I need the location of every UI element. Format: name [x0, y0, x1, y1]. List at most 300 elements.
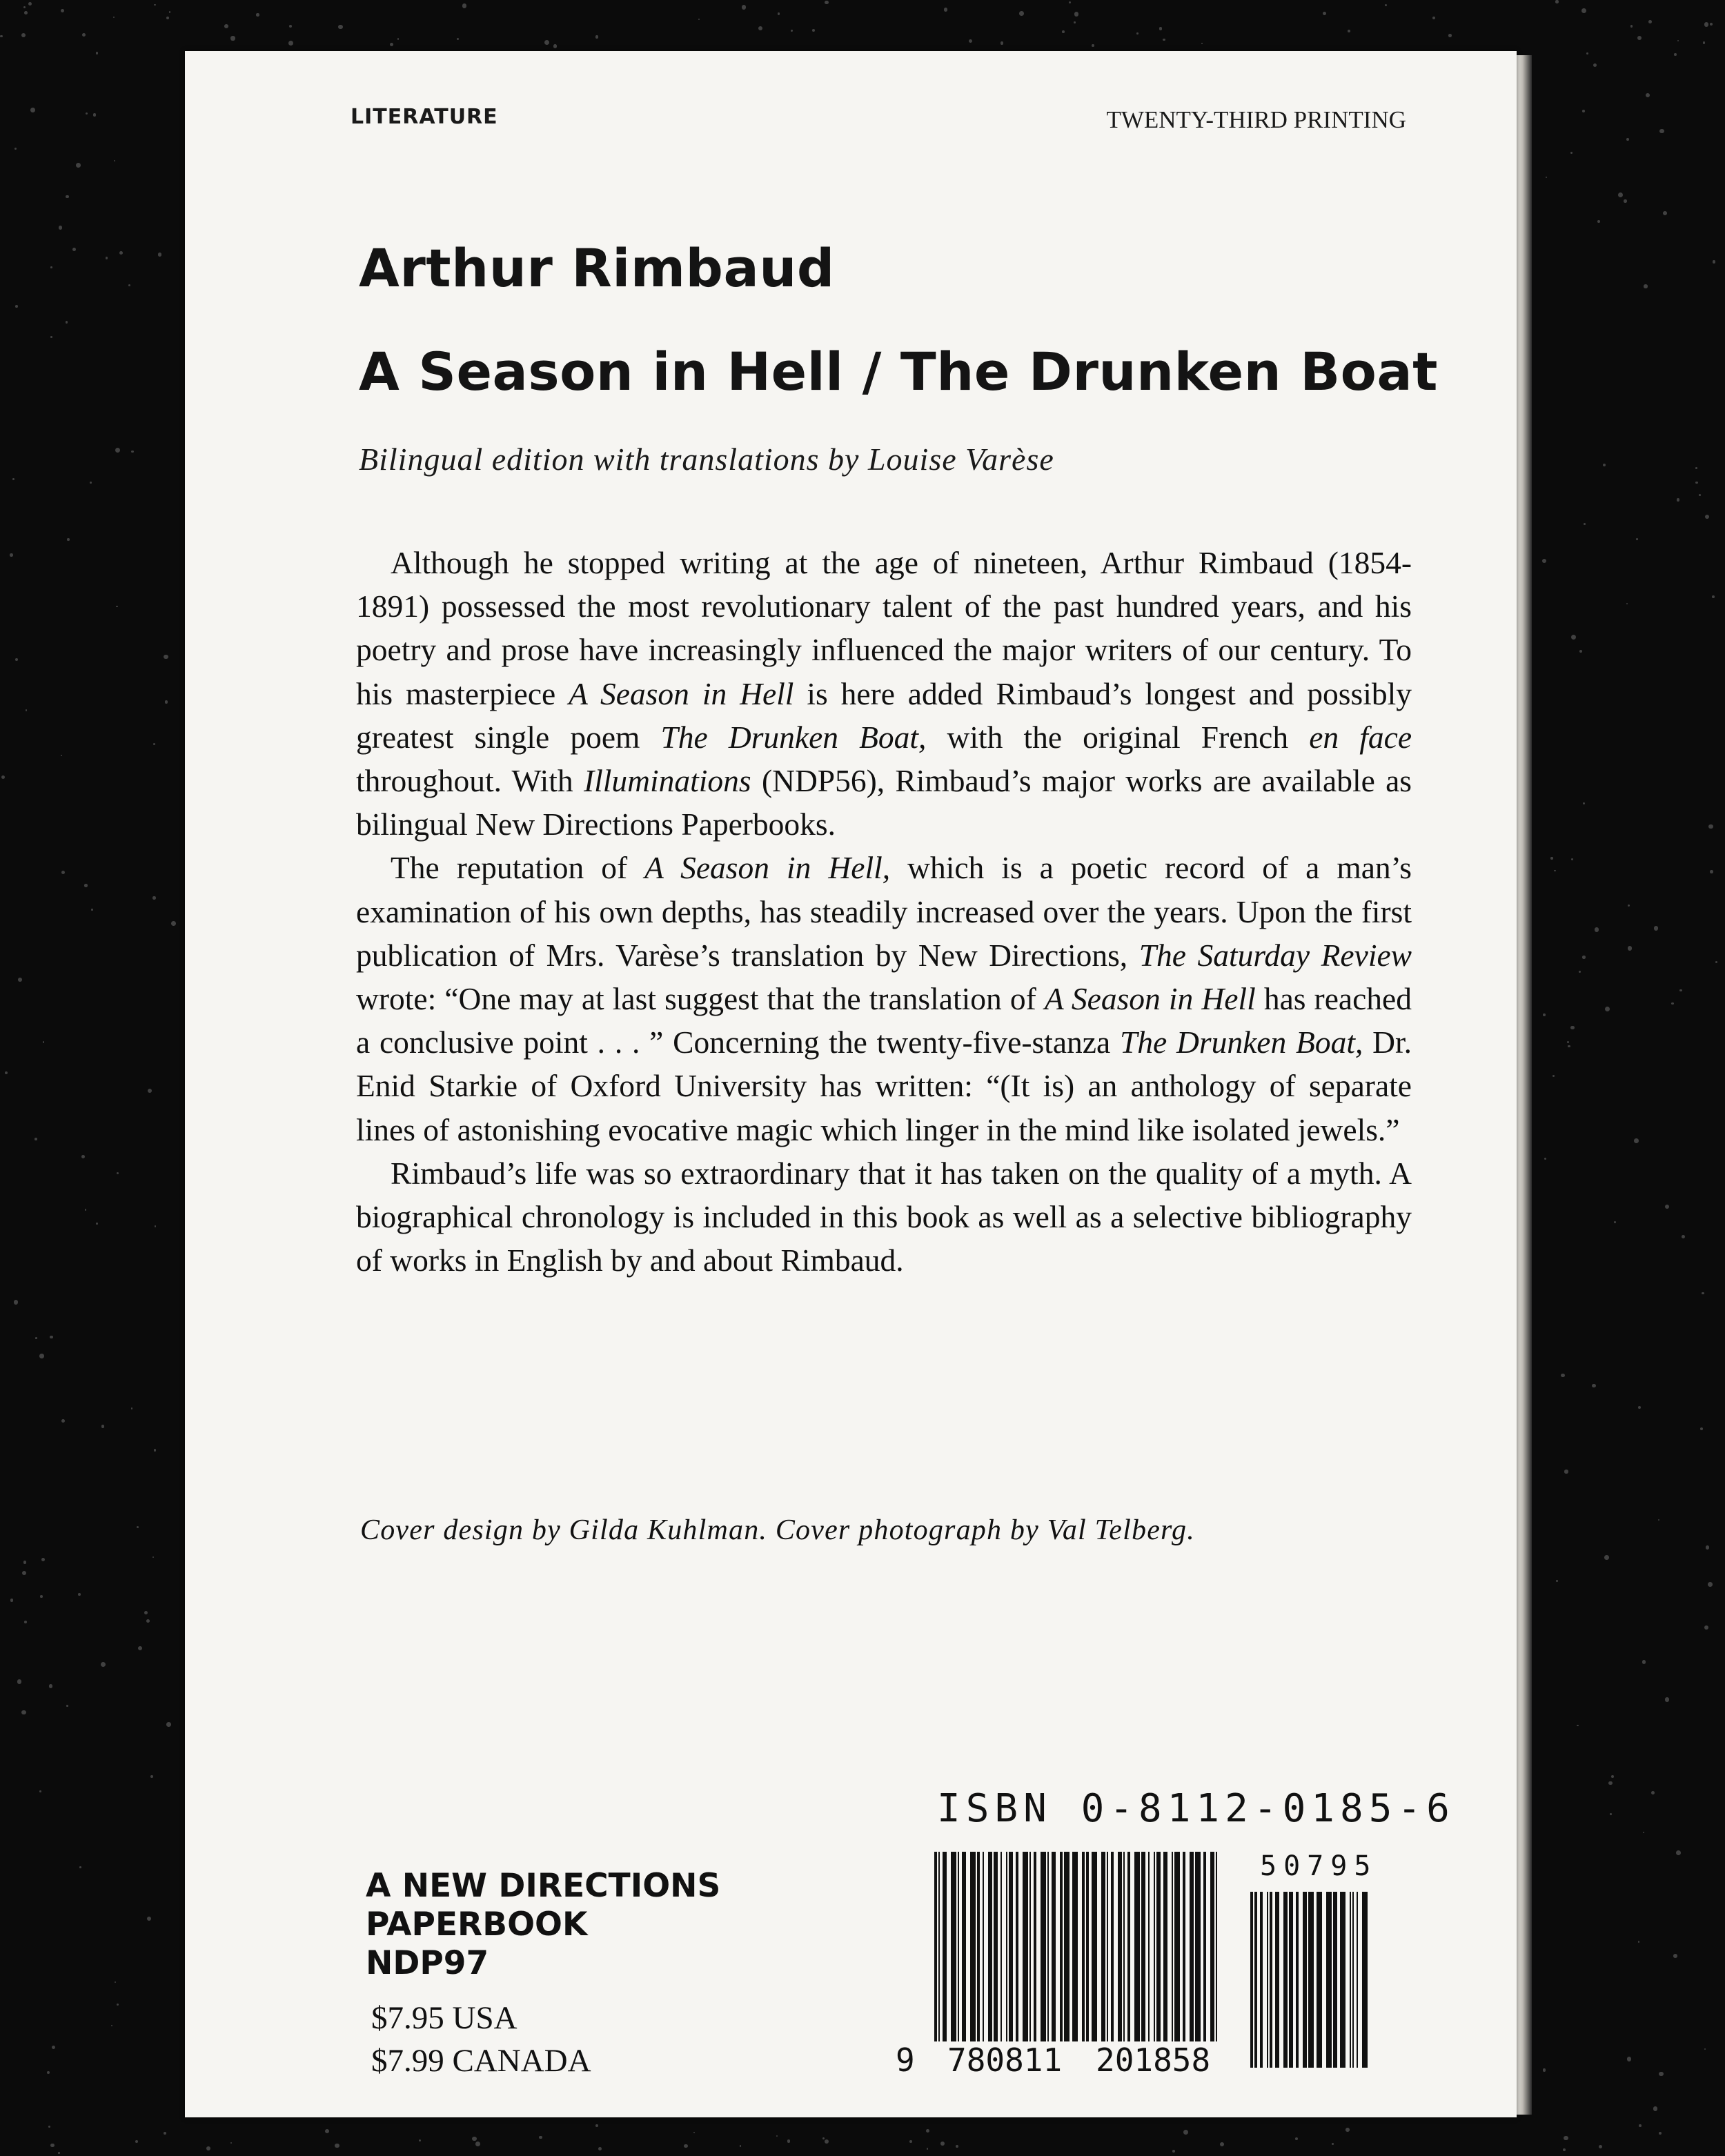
texture-speck — [1567, 1041, 1570, 1044]
barcode-bar — [1357, 1892, 1358, 2068]
texture-speck — [1069, 1, 1071, 3]
texture-speck — [1699, 494, 1701, 496]
texture-speck — [1586, 52, 1588, 55]
description-paragraph: Rimbaud’s life was so extraordinary that it has taken on the quality of a myth. A biographical chronology is included in this book as well as a selective bibliography of works in English by and about Rimbaud. — [356, 1155, 1412, 1278]
texture-speck — [969, 39, 973, 43]
italic-title: A Season in Hell — [1044, 981, 1256, 1017]
texture-speck — [61, 871, 65, 874]
texture-speck — [1614, 1221, 1616, 1223]
texture-speck — [50, 1336, 53, 1339]
italic-title: The Saturday Review — [1138, 937, 1412, 973]
texture-speck — [1582, 956, 1586, 959]
texture-speck — [758, 26, 763, 31]
texture-speck — [1163, 39, 1165, 41]
texture-speck — [740, 2145, 741, 2146]
texture-speck — [1677, 40, 1679, 41]
texture-speck — [1595, 927, 1599, 932]
texture-speck — [113, 17, 115, 18]
texture-speck — [18, 978, 22, 982]
barcode-bar — [1203, 1852, 1206, 2041]
texture-speck — [1702, 1292, 1704, 1295]
texture-speck — [1682, 1235, 1685, 1238]
texture-speck — [50, 266, 52, 268]
texture-speck — [1695, 467, 1697, 469]
texture-speck — [1663, 211, 1667, 215]
barcode-bar — [1183, 1852, 1185, 2041]
texture-speck — [206, 2146, 210, 2150]
series-number: NDP97 — [366, 1944, 489, 1982]
texture-speck — [101, 1662, 106, 1667]
texture-speck — [1604, 1555, 1609, 1560]
texture-speck — [1610, 1813, 1611, 1814]
texture-speck — [165, 700, 168, 703]
barcode-bar — [1190, 1852, 1194, 2041]
texture-speck — [230, 2142, 232, 2144]
texture-speck — [1637, 36, 1642, 40]
texture-speck — [1643, 1832, 1644, 1833]
texture-speck — [147, 1917, 151, 1921]
texture-speck — [927, 2148, 929, 2150]
texture-speck — [1626, 138, 1629, 141]
barcode-bar — [1092, 1852, 1097, 2041]
texture-speck — [152, 896, 155, 899]
barcode-bar — [994, 1852, 998, 2041]
barcode-bar — [1064, 1852, 1070, 2041]
texture-speck — [1712, 595, 1715, 598]
texture-speck — [58, 2152, 60, 2154]
texture-speck — [78, 1593, 81, 1596]
texture-speck — [1638, 1406, 1641, 1409]
texture-speck — [1671, 1002, 1673, 1005]
texture-speck — [1677, 498, 1680, 502]
texture-speck — [93, 113, 96, 116]
printing-label: TWENTY-THIRD PRINTING — [1106, 106, 1406, 133]
texture-speck — [1554, 870, 1556, 872]
barcode-bar — [943, 1852, 947, 2041]
texture-speck — [230, 36, 235, 40]
barcode-bar — [1118, 1852, 1122, 2041]
texture-speck — [1710, 870, 1713, 873]
texture-speck — [1626, 603, 1628, 604]
texture-speck — [22, 1571, 26, 1575]
texture-speck — [1648, 20, 1652, 23]
texture-speck — [59, 226, 62, 229]
texture-speck — [1605, 1007, 1610, 1011]
texture-speck — [24, 1621, 27, 1623]
texture-speck — [822, 2137, 825, 2139]
texture-speck — [1634, 1138, 1639, 1143]
isbn-number: ISBN 0-8112-0185-6 — [937, 1786, 1455, 1831]
texture-speck — [5, 1071, 8, 1074]
texture-speck — [49, 1684, 52, 1688]
texture-speck — [1708, 1582, 1713, 1587]
texture-speck — [67, 538, 70, 541]
texture-speck — [50, 2144, 54, 2147]
barcode-bar — [1016, 1852, 1018, 2041]
barcode-bar — [983, 1852, 984, 2041]
texture-speck — [23, 6, 26, 9]
barcode-bar — [938, 1852, 940, 2041]
price-block — [371, 1997, 591, 2082]
texture-speck — [164, 655, 168, 659]
barcode-bar — [1317, 1892, 1322, 2068]
texture-speck — [1568, 1045, 1570, 1047]
texture-speck — [23, 1561, 27, 1564]
texture-speck — [50, 336, 52, 338]
texture-speck — [390, 43, 393, 46]
ean-lead-digit: 9 — [896, 2041, 915, 2079]
texture-speck — [1563, 2148, 1566, 2151]
texture-speck — [1599, 2145, 1602, 2148]
texture-speck — [47, 2071, 50, 2074]
texture-speck — [812, 29, 815, 32]
texture-speck — [166, 1722, 171, 1727]
barcode-bar — [988, 1852, 992, 2041]
texture-speck — [66, 1705, 68, 1707]
texture-speck — [1597, 220, 1600, 223]
texture-speck — [150, 1775, 153, 1778]
texture-speck — [164, 2132, 167, 2135]
texture-speck — [1581, 8, 1586, 13]
ean-left-digits: 780811 — [947, 2041, 1063, 2079]
texture-speck — [1570, 1026, 1575, 1030]
texture-speck — [0, 35, 3, 38]
texture-speck — [825, 1, 829, 5]
italic-title: A Season in Hell — [569, 675, 794, 711]
texture-speck — [1593, 63, 1597, 67]
texture-speck — [15, 658, 18, 661]
texture-speck — [288, 41, 293, 46]
texture-speck — [397, 38, 400, 40]
texture-speck — [338, 25, 343, 30]
texture-speck — [776, 2135, 778, 2137]
texture-speck — [24, 11, 28, 14]
texture-speck — [21, 1710, 26, 1714]
texture-speck — [909, 2140, 912, 2143]
author-name: Arthur Rimbaud — [359, 237, 835, 299]
barcode-bar — [1023, 1852, 1028, 2041]
texture-speck — [1658, 1519, 1659, 1521]
texture-speck — [48, 2126, 50, 2128]
italic-title: en face — [1309, 719, 1412, 755]
barcode-bar — [1350, 1892, 1351, 2068]
texture-speck — [1627, 2057, 1631, 2061]
barcode-bar — [1296, 1892, 1299, 2068]
texture-speck — [1062, 30, 1065, 33]
texture-speck — [10, 1599, 13, 1601]
ean-right-digits: 201858 — [1096, 2041, 1211, 2079]
texture-speck — [76, 163, 81, 168]
texture-speck — [144, 1611, 148, 1614]
publisher-imprint — [366, 1867, 720, 1983]
texture-speck — [61, 1419, 65, 1423]
barcode-bar — [1352, 1892, 1354, 2068]
texture-speck — [115, 448, 120, 453]
barcode-bar — [1216, 1852, 1217, 2041]
texture-speck — [117, 1172, 119, 1174]
barcode-bar — [1154, 1852, 1155, 2041]
texture-speck — [1703, 41, 1706, 44]
texture-speck — [1611, 1775, 1614, 1778]
texture-speck — [1639, 2124, 1642, 2127]
texture-speck — [778, 12, 780, 14]
texture-speck — [944, 8, 948, 12]
texture-speck — [61, 9, 64, 12]
texture-speck — [825, 2139, 829, 2144]
price-canada: $7.99 CANADA — [371, 2043, 591, 2079]
texture-speck — [1676, 1850, 1681, 1855]
barcode-bar — [1270, 1892, 1272, 2068]
book-spine-edge — [1517, 55, 1532, 2115]
texture-speck — [91, 909, 93, 911]
barcode-bar — [958, 1852, 959, 2041]
texture-speck — [101, 1425, 104, 1427]
texture-speck — [1618, 192, 1623, 197]
texture-speck — [1654, 926, 1659, 931]
texture-speck — [1019, 11, 1024, 16]
texture-speck — [115, 1981, 116, 1983]
texture-speck — [1603, 464, 1606, 466]
texture-speck — [1630, 25, 1633, 28]
texture-speck — [1706, 1545, 1709, 1549]
texture-speck — [1432, 17, 1435, 19]
barcode-bar — [1303, 1892, 1307, 2068]
addon-barcode — [1249, 1892, 1368, 2068]
texture-speck — [34, 1138, 37, 1140]
texture-speck — [1673, 1954, 1677, 1958]
texture-speck — [1136, 32, 1138, 34]
texture-speck — [131, 451, 134, 453]
texture-speck — [1346, 2128, 1350, 2132]
italic-title: A Season in Hell, — [644, 850, 891, 886]
texture-speck — [1705, 515, 1709, 519]
texture-speck — [26, 709, 28, 711]
texture-speck — [14, 148, 17, 150]
texture-speck — [472, 2137, 477, 2142]
barcode-bar — [970, 1852, 976, 2041]
barcode-bar — [1326, 1892, 1332, 2068]
texture-speck — [457, 38, 459, 40]
texture-speck — [1608, 1781, 1613, 1786]
barcode-bar — [1267, 1892, 1268, 2068]
texture-speck — [1638, 1941, 1640, 1943]
texture-speck — [256, 13, 259, 16]
texture-speck — [595, 35, 598, 38]
texture-speck — [1659, 129, 1664, 133]
texture-speck — [684, 2144, 688, 2148]
texture-speck — [1570, 152, 1573, 154]
texture-speck — [1556, 1580, 1558, 1582]
texture-speck — [152, 1556, 154, 1558]
texture-speck — [155, 1225, 156, 1227]
publisher-line: PAPERBOOK — [366, 1906, 588, 1944]
texture-speck — [96, 52, 99, 55]
texture-speck — [166, 17, 169, 19]
barcode-bar — [1283, 1892, 1288, 2068]
barcode-bar — [1163, 1852, 1167, 2041]
texture-speck — [40, 1595, 43, 1598]
texture-speck — [1644, 284, 1648, 288]
texture-speck — [462, 3, 466, 8]
barcode-bar — [1052, 1852, 1056, 2041]
barcode-bar — [1041, 1852, 1046, 2041]
texture-speck — [1555, 0, 1558, 3]
texture-speck — [41, 1558, 45, 1561]
texture-speck — [146, 1619, 150, 1623]
texture-speck — [1332, 2143, 1334, 2145]
texture-speck — [1348, 30, 1350, 32]
texture-speck — [15, 305, 18, 308]
italic-title: The Drunken Boat, — [1119, 1025, 1363, 1060]
barcode-bar — [1082, 1852, 1085, 2041]
texture-speck — [539, 2136, 542, 2139]
barcode-bar — [1006, 1852, 1007, 2041]
texture-speck — [158, 253, 162, 257]
texture-speck — [693, 2132, 695, 2133]
italic-title: The Drunken Boat, — [660, 719, 927, 755]
texture-speck — [106, 257, 108, 259]
barcode-bar — [1174, 1852, 1180, 2041]
barcode-bar — [1289, 1892, 1293, 2068]
texture-speck — [128, 284, 130, 286]
texture-speck — [43, 1041, 44, 1042]
barcode-bar — [951, 1852, 956, 2041]
texture-speck — [698, 19, 700, 20]
addon-digits: 50795 — [1260, 1850, 1378, 1882]
texture-speck — [148, 1089, 152, 1093]
texture-speck — [39, 1354, 43, 1358]
texture-speck — [1624, 199, 1626, 202]
texture-speck — [1708, 824, 1713, 829]
texture-speck — [1546, 177, 1547, 178]
texture-speck — [544, 40, 549, 45]
texture-speck — [137, 1526, 139, 1528]
texture-speck — [30, 108, 35, 112]
barcode-bar — [1250, 1892, 1253, 2068]
barcode-bar — [962, 1852, 966, 2041]
texture-speck — [1704, 22, 1709, 27]
texture-speck — [61, 755, 62, 756]
texture-speck — [553, 44, 557, 48]
book-back-cover — [185, 51, 1517, 2117]
texture-speck — [1543, 2068, 1546, 2072]
barcode-bar — [1009, 1852, 1013, 2041]
texture-speck — [117, 2004, 119, 2006]
publisher-line: A NEW DIRECTIONS — [366, 1867, 721, 1905]
texture-speck — [1552, 1075, 1555, 1077]
barcode-bar — [1308, 1892, 1314, 2068]
barcode-bar — [1047, 1852, 1049, 2041]
texture-speck — [1665, 1205, 1669, 1209]
texture-speck — [1651, 1791, 1655, 1794]
texture-speck — [66, 195, 69, 199]
texture-speck — [153, 743, 155, 745]
texture-speck — [224, 24, 228, 28]
texture-speck — [14, 1300, 18, 1304]
texture-speck — [1700, 1427, 1703, 1430]
texture-speck — [39, 1790, 41, 1792]
texture-speck — [169, 11, 170, 12]
texture-speck — [1544, 1158, 1546, 1160]
texture-speck — [1636, 538, 1638, 540]
texture-speck — [1000, 41, 1004, 45]
description-paragraph: Although he stopped writing at the age of nineteen, Arthur Rimbaud (1854-1891) possessed the most revolutionary talent of the past hundred years, and his poetry and prose have increasingly influenced the major writers of our century. To his masterpiece A Season in Hell is here added Rimbaud’s longest and possibly greatest single poem The Drunken Boat, with the original French en face throughout. With Illuminations (NDP56), Rimbaud’s major works are available as bilingual New Directions Paperbooks. — [356, 545, 1412, 842]
texture-speck — [1172, 2150, 1175, 2153]
texture-speck — [52, 2046, 55, 2049]
barcode-bar — [934, 1852, 937, 2041]
texture-speck — [419, 2139, 421, 2142]
texture-speck — [1159, 27, 1162, 30]
texture-speck — [1646, 93, 1650, 97]
texture-speck — [325, 2129, 330, 2134]
barcode-bar — [977, 1852, 980, 2041]
edition-subtitle: Bilingual edition with translations by Louise Varèse — [359, 442, 1054, 477]
texture-speck — [956, 2145, 958, 2148]
barcode-bar — [1333, 1892, 1337, 2068]
barcode-bar — [1034, 1852, 1036, 2041]
texture-speck — [1074, 21, 1076, 23]
italic-title: Illuminations — [583, 763, 751, 799]
texture-speck — [1695, 482, 1698, 484]
texture-speck — [940, 2142, 945, 2146]
barcode-bar — [1101, 1852, 1105, 2041]
texture-speck — [119, 251, 124, 255]
texture-speck — [1577, 1725, 1579, 1727]
texture-speck — [90, 482, 92, 484]
barcode-bar — [1060, 1852, 1063, 2041]
texture-speck — [1323, 12, 1326, 15]
barcode-bar — [1086, 1852, 1089, 2041]
texture-speck — [17, 1679, 22, 1684]
texture-speck — [1628, 946, 1632, 950]
texture-speck — [1592, 1384, 1596, 1388]
barcode-bar — [1340, 1892, 1346, 2068]
description — [356, 541, 1412, 1282]
texture-speck — [595, 2124, 598, 2127]
barcode-bar — [1134, 1852, 1140, 2041]
barcode-bar — [1148, 1852, 1150, 2041]
texture-speck — [135, 2140, 138, 2143]
texture-speck — [1665, 1697, 1670, 1702]
texture-speck — [1584, 523, 1586, 525]
ean-barcode — [933, 1852, 1223, 2069]
texture-speck — [28, 2, 32, 6]
texture-speck — [1710, 23, 1713, 26]
texture-speck — [1674, 53, 1677, 56]
barcode-bar — [1111, 1852, 1114, 2041]
barcode-bar — [1072, 1852, 1078, 2041]
texture-speck — [171, 921, 176, 926]
barcode-bar — [1123, 1852, 1125, 2041]
texture-speck — [81, 1155, 85, 1158]
texture-speck — [1653, 2106, 1658, 2111]
texture-speck — [1092, 44, 1095, 48]
texture-speck — [926, 2129, 929, 2133]
texture-speck — [1295, 2137, 1298, 2140]
barcode-bar — [1029, 1852, 1031, 2041]
barcode-bar — [1362, 1892, 1368, 2068]
texture-speck — [1220, 2142, 1224, 2146]
price-usa: $7.95 USA — [371, 2000, 518, 2036]
barcode-bar — [1210, 1852, 1214, 2041]
texture-speck — [1564, 1470, 1568, 1474]
texture-speck — [79, 1866, 81, 1868]
texture-speck — [1448, 34, 1452, 37]
texture-speck — [1561, 1374, 1564, 1377]
barcode-bar — [1127, 1852, 1130, 2041]
texture-speck — [791, 30, 792, 31]
book-title: A Season in Hell / The Drunken Boat — [359, 341, 1438, 402]
